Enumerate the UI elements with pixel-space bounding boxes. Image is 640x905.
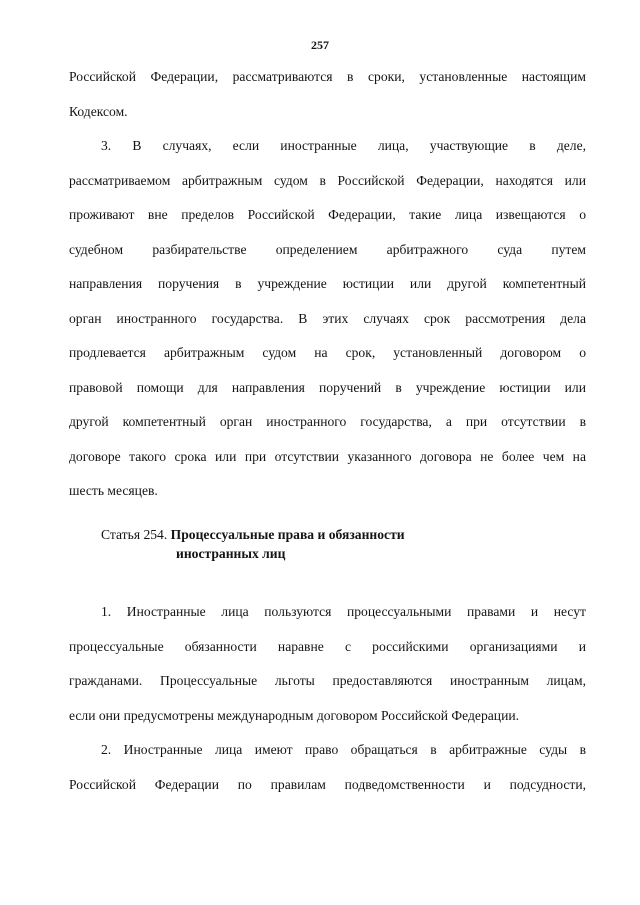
text-line: судебном разбирательстве определением арбитражного суда путем <box>69 241 586 257</box>
article-heading <box>69 525 586 563</box>
text-line: договоре такого срока или при отсутствии указанного договора не более чем на <box>69 448 586 464</box>
text-line: гражданами. Процессуальные льготы предоставляются иностранным лицам, <box>69 673 586 688</box>
article-label: Статья 254. <box>101 527 168 542</box>
text-line: если они предусмотрены международным договором Российской Федерации. <box>69 707 520 723</box>
text-line: 2. Иностранные лица имеют право обращаться в арбитражные суды в <box>101 742 586 757</box>
article-title-line2: иностранных лиц <box>176 546 286 561</box>
text-line: рассматриваемом арбитражным судом в Российской Федерации, находятся или <box>69 172 586 188</box>
text-line: 3. В случаях, если иностранные лица, участвующие в деле, <box>101 138 586 153</box>
text-line: орган иностранного государства. В этих случаях срок рассмотрения дела <box>69 310 586 326</box>
text-line: проживают вне пределов Российской Федерации, такие лица извещаются о <box>69 207 586 222</box>
text-line: Кодексом. <box>69 103 128 119</box>
page-number: 257 <box>311 38 329 52</box>
text-line: направления поручения в учреждение юстиции или другой компетентный <box>69 276 586 291</box>
document-body <box>69 67 586 809</box>
text-line: правовой помощи для направления поручений в учреждение юстиции или <box>69 379 586 395</box>
text-line: Российской Федерации, рассматриваются в сроки, установленные настоящим <box>69 69 586 84</box>
text-line: другой компетентный орган иностранного государства, а при отсутствии в <box>69 414 586 429</box>
text-line: шесть месяцев. <box>69 483 158 498</box>
text-line: процессуальные обязанности наравне с российскими организациями и <box>69 638 586 654</box>
text-line: 1. Иностранные лица пользуются процессуальными правами и несут <box>101 604 586 619</box>
article-title-line1: Процессуальные права и обязанности <box>170 527 405 542</box>
text-line: продлевается арбитражным судом на срок, установленный договором о <box>69 345 586 360</box>
text-line: Российской Федерации по правилам подведомственности и подсудности, <box>69 776 586 792</box>
